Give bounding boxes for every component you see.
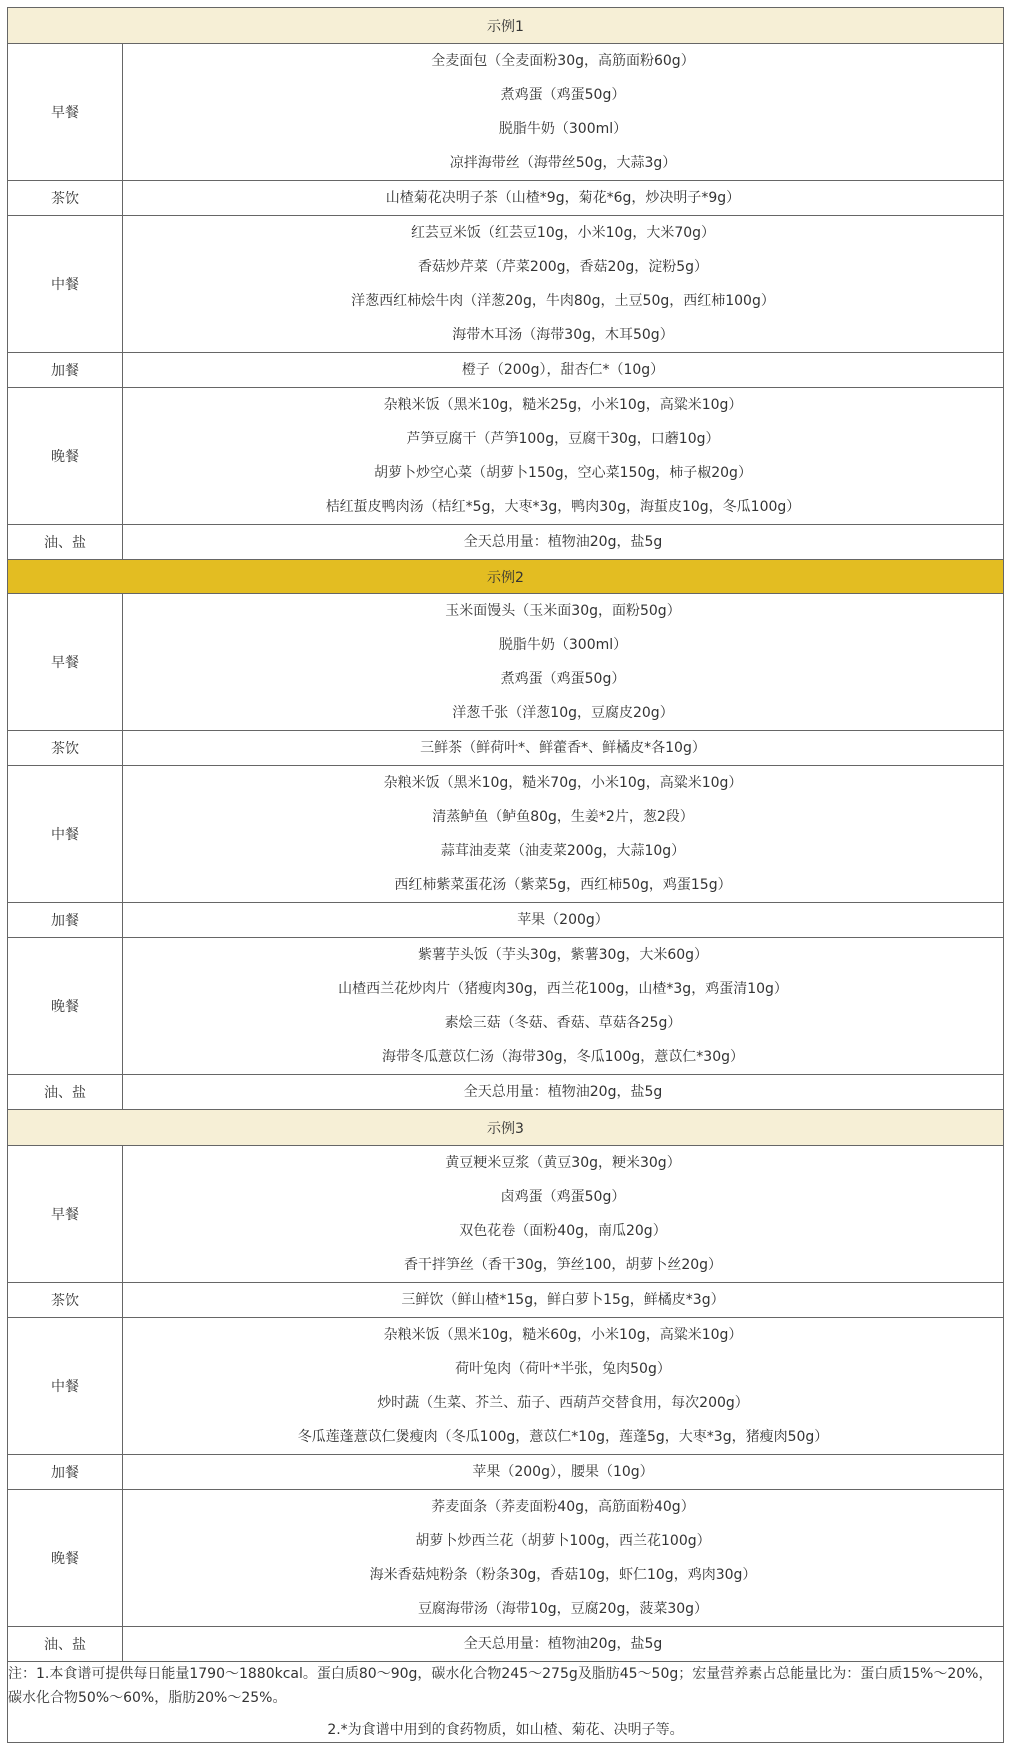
meal-dishes xyxy=(123,938,1004,1075)
dish-item: 杂粮米饭（黑米10g，糙米25g，小米10g，高粱米10g） xyxy=(383,397,743,413)
meal-dishes xyxy=(123,1075,1004,1110)
meal-dishes xyxy=(123,181,1004,216)
meal-dishes xyxy=(123,594,1004,731)
meal-row xyxy=(8,1318,1004,1455)
example-header-row xyxy=(8,1110,1004,1146)
meal-label: 油、盐 xyxy=(8,525,123,560)
meal-row xyxy=(8,44,1004,181)
meal-dishes xyxy=(123,1318,1004,1455)
dish-item: 杂粮米饭（黑米10g，糙米70g，小米10g，高粱米10g） xyxy=(383,775,743,791)
meal-label: 晚餐 xyxy=(8,388,123,525)
dish-item: 杂粮米饭（黑米10g，糙米60g，小米10g，高粱米10g） xyxy=(383,1327,743,1343)
dish-item: 香菇炒芹菜（芹菜200g，香菇20g，淀粉5g） xyxy=(417,259,709,275)
dish-item: 蒜茸油麦菜（油麦菜200g，大蒜10g） xyxy=(440,843,686,859)
dish-item: 全天总用量：植物油20g，盐5g xyxy=(463,1084,663,1100)
meal-label: 中餐 xyxy=(8,1318,123,1455)
example-title: 示例1 xyxy=(8,8,1004,44)
dish-item: 脱脂牛奶（300ml） xyxy=(498,121,628,137)
dish-item: 全天总用量：植物油20g，盐5g xyxy=(463,1636,663,1652)
meal-dishes xyxy=(123,1146,1004,1283)
meal-label: 晚餐 xyxy=(8,938,123,1075)
dish-item: 清蒸鲈鱼（鲈鱼80g，生姜*2片，葱2段） xyxy=(432,809,694,825)
dish-item: 香干拌笋丝（香干30g，笋丝100，胡萝卜丝20g） xyxy=(403,1257,723,1273)
meal-dishes xyxy=(123,1455,1004,1490)
meal-dishes xyxy=(123,766,1004,903)
note-cell xyxy=(8,1662,1004,1743)
diet-menu-body xyxy=(8,8,1004,1743)
meal-label: 早餐 xyxy=(8,44,123,181)
example-title: 示例3 xyxy=(8,1110,1004,1146)
dish-item: 芦笋豆腐干（芦笋100g，豆腐干30g，口蘑10g） xyxy=(406,431,720,447)
dish-item: 山楂西兰花炒肉片（猪瘦肉30g，西兰花100g，山楂*3g，鸡蛋清10g） xyxy=(338,981,788,997)
dish-item: 红芸豆米饭（红芸豆10g，小米10g，大米70g） xyxy=(410,225,716,241)
dish-item: 冬瓜莲蓬薏苡仁煲瘦肉（冬瓜100g，薏苡仁*10g，莲蓬5g，大枣*3g，猪瘦肉50g） xyxy=(297,1429,829,1445)
meal-row xyxy=(8,1075,1004,1110)
note-line-2: 2.*为食谱中用到的食药物质，如山楂、菊花、决明子等。 xyxy=(327,1722,684,1738)
meal-row xyxy=(8,388,1004,525)
meal-row xyxy=(8,594,1004,731)
example-header-row xyxy=(8,560,1004,594)
dish-item: 脱脂牛奶（300ml） xyxy=(498,637,628,653)
example-title: 示例2 xyxy=(8,560,1004,594)
meal-row xyxy=(8,766,1004,903)
meal-label: 早餐 xyxy=(8,1146,123,1283)
meal-dishes xyxy=(123,525,1004,560)
dish-item: 海米香菇炖粉条（粉条30g，香菇10g，虾仁10g，鸡肉30g） xyxy=(369,1567,757,1583)
dish-item: 全天总用量：植物油20g，盐5g xyxy=(463,534,663,550)
meal-dishes xyxy=(123,44,1004,181)
meal-row xyxy=(8,181,1004,216)
meal-dishes xyxy=(123,353,1004,388)
dish-item: 紫薯芋头饭（芋头30g，紫薯30g，大米60g） xyxy=(417,947,709,963)
dish-item: 炒时蔬（生菜、芥兰、茄子、西葫芦交替食用，每次200g） xyxy=(377,1395,749,1411)
dish-item: 胡萝卜炒空心菜（胡萝卜150g，空心菜150g，柿子椒20g） xyxy=(374,465,752,481)
dish-item: 素烩三菇（冬菇、香菇、草菇各25g） xyxy=(444,1015,682,1031)
dish-item: 海带冬瓜薏苡仁汤（海带30g，冬瓜100g，薏苡仁*30g） xyxy=(381,1049,744,1065)
dish-item: 洋葱西红柿烩牛肉（洋葱20g，牛肉80g，土豆50g，西红柿100g） xyxy=(351,293,775,309)
meal-label: 油、盐 xyxy=(8,1075,123,1110)
meal-dishes xyxy=(123,731,1004,766)
meal-row xyxy=(8,731,1004,766)
meal-row xyxy=(8,1627,1004,1662)
meal-label: 油、盐 xyxy=(8,1627,123,1662)
dish-item: 海带木耳汤（海带30g，木耳50g） xyxy=(452,327,674,343)
dish-item: 凉拌海带丝（海带丝50g，大蒜3g） xyxy=(449,155,677,171)
dish-item: 苹果（200g） xyxy=(517,912,609,928)
meal-row xyxy=(8,1490,1004,1627)
dish-item: 三鲜饮（鲜山楂*15g，鲜白萝卜15g，鲜橘皮*3g） xyxy=(401,1292,725,1308)
dish-item: 胡萝卜炒西兰花（胡萝卜100g，西兰花100g） xyxy=(415,1533,711,1549)
meal-dishes xyxy=(123,1283,1004,1318)
dish-item: 西红柿紫菜蛋花汤（紫菜5g，西红柿50g，鸡蛋15g） xyxy=(394,877,732,893)
dish-item: 全麦面包（全麦面粉30g，高筋面粉60g） xyxy=(431,53,695,69)
dish-item: 豆腐海带汤（海带10g，豆腐20g，菠菜30g） xyxy=(417,1601,709,1617)
dish-item: 橙子（200g），甜杏仁*（10g） xyxy=(461,362,665,378)
meal-label: 早餐 xyxy=(8,594,123,731)
dish-item: 桔红蜇皮鸭肉汤（桔红*5g，大枣*3g，鸭肉30g，海蜇皮10g，冬瓜100g） xyxy=(325,499,801,515)
meal-label: 茶饮 xyxy=(8,731,123,766)
example-header-row xyxy=(8,8,1004,44)
meal-dishes xyxy=(123,388,1004,525)
note-row xyxy=(8,1662,1004,1743)
meal-row xyxy=(8,1146,1004,1283)
dish-item: 双色花卷（面粉40g，南瓜20g） xyxy=(459,1223,667,1239)
dish-item: 卤鸡蛋（鸡蛋50g） xyxy=(500,1189,626,1205)
meal-row xyxy=(8,903,1004,938)
meal-dishes xyxy=(123,216,1004,353)
meal-row xyxy=(8,1455,1004,1490)
meal-dishes xyxy=(123,1490,1004,1627)
diet-table-container xyxy=(7,7,1004,1743)
meal-label: 加餐 xyxy=(8,1455,123,1490)
meal-dishes xyxy=(123,903,1004,938)
meal-label: 加餐 xyxy=(8,903,123,938)
dish-item: 洋葱千张（洋葱10g，豆腐皮20g） xyxy=(452,705,674,721)
dish-item: 煮鸡蛋（鸡蛋50g） xyxy=(500,671,626,687)
meal-label: 茶饮 xyxy=(8,181,123,216)
dish-item: 黄豆粳米豆浆（黄豆30g，粳米30g） xyxy=(445,1155,681,1171)
meal-label: 中餐 xyxy=(8,766,123,903)
meal-row xyxy=(8,525,1004,560)
dish-item: 荞麦面条（荞麦面粉40g，高筋面粉40g） xyxy=(431,1499,695,1515)
meal-row xyxy=(8,353,1004,388)
note-line-1: 注：1.本食谱可提供每日能量1790～1880kcal。蛋白质80～90g，碳水化合物245～275g及脂肪45～50g；宏量营养素占总能量比为：蛋白质15%～20%，碳水化合物50%～60%，脂肪20%～25%。 xyxy=(8,1666,993,1706)
meal-label: 中餐 xyxy=(8,216,123,353)
dish-item: 苹果（200g），腰果（10g） xyxy=(472,1464,654,1480)
meal-row xyxy=(8,216,1004,353)
dish-item: 山楂菊花决明子茶（山楂*9g，菊花*6g，炒决明子*9g） xyxy=(385,190,741,206)
meal-label: 茶饮 xyxy=(8,1283,123,1318)
meal-row xyxy=(8,1283,1004,1318)
dish-item: 荷叶兔肉（荷叶*半张，兔肉50g） xyxy=(455,1361,671,1377)
dish-item: 煮鸡蛋（鸡蛋50g） xyxy=(500,87,626,103)
meal-label: 晚餐 xyxy=(8,1490,123,1627)
meal-label: 加餐 xyxy=(8,353,123,388)
diet-menu-table xyxy=(7,7,1004,1743)
meal-dishes xyxy=(123,1627,1004,1662)
dish-item: 三鲜茶（鲜荷叶*、鲜藿香*、鲜橘皮*各10g） xyxy=(420,740,706,756)
dish-item: 玉米面馒头（玉米面30g，面粉50g） xyxy=(445,603,681,619)
meal-row xyxy=(8,938,1004,1075)
